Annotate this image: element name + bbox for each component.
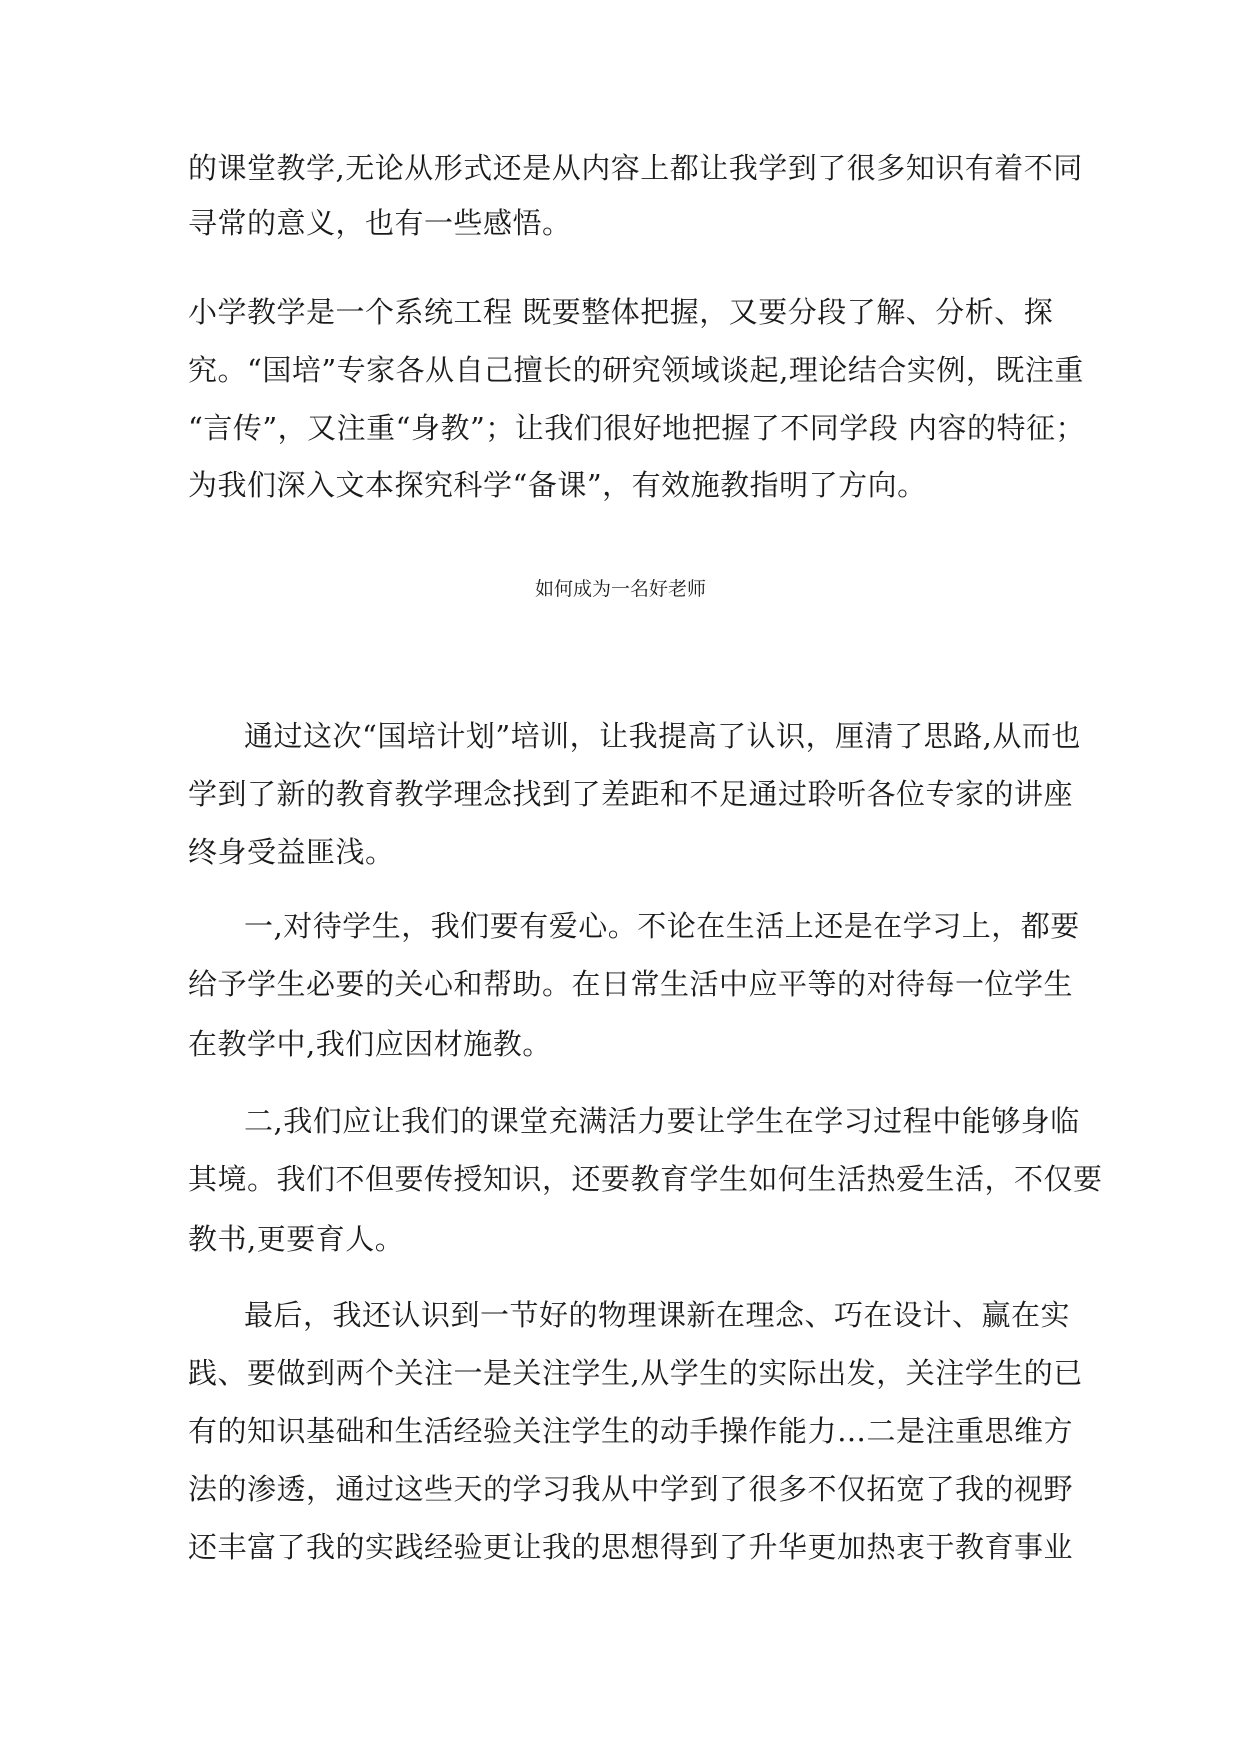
p4-line-3: 在教学中,我们应因材施教。 (188, 1027, 552, 1061)
p6-line-2: 践、要做到两个关注一是关注学生,从学生的实际出发，关注学生的已 (188, 1356, 1083, 1390)
p2-line-2: 究。“国培”专家各从自己擅长的研究领域谈起,理论结合实例，既注重 (188, 353, 1084, 387)
p6-line-5: 还丰富了我的实践经验更让我的思想得到了升华更加热衷于教育事业 (188, 1530, 1074, 1564)
p5-line-1: 二,我们应让我们的课堂充满活力要让学生在学习过程中能够身临 (244, 1104, 1080, 1138)
p2-line-1: 小学教学是一个系统工程 既要整体把握，又要分段了解、分析、探 (188, 295, 1054, 329)
p2-line-4: 为我们深入文本探究科学“备课”，有效施教指明了方向。 (188, 468, 927, 502)
p5-line-3: 教书,更要育人。 (188, 1222, 405, 1256)
p6-line-4: 法的渗透，通过这些天的学习我从中学到了很多不仅拓宽了我的视野 (188, 1472, 1074, 1506)
p3-line-3: 终身受益匪浅。 (188, 835, 395, 869)
p1-line-1: 的课堂教学,无论从形式还是从内容上都让我学到了很多知识有着不同 (188, 151, 1083, 185)
p4-line-1: 一,对待学生，我们要有爱心。不论在生活上还是在学习上，都要 (244, 909, 1080, 943)
p3-line-1: 通过这次“国培计划”培训，让我提高了认识，厘清了思路,从而也 (244, 719, 1081, 753)
p4-line-2: 给予学生必要的关心和帮助。在日常生活中应平等的对待每一位学生 (188, 967, 1074, 1001)
p6-line-3: 有的知识基础和生活经验关注学生的动手操作能力…二是注重思维方 (188, 1414, 1074, 1448)
p2-line-3: “言传”，又注重“身教”；让我们很好地把握了不同学段 内容的特征； (188, 411, 1086, 445)
section-subtitle: 如何成为一名好老师 (534, 578, 706, 600)
p1-line-2: 寻常的意义，也有一些感悟。 (188, 206, 572, 240)
p6-line-1: 最后，我还认识到一节好的物理课新在理念、巧在设计、赢在实 (244, 1298, 1071, 1332)
p3-line-2: 学到了新的教育教学理念找到了差距和不足通过聆听各位专家的讲座 (188, 777, 1074, 811)
p5-line-2: 其境。我们不但要传授知识，还要教育学生如何生活热爱生活，不仅要 (188, 1162, 1103, 1196)
